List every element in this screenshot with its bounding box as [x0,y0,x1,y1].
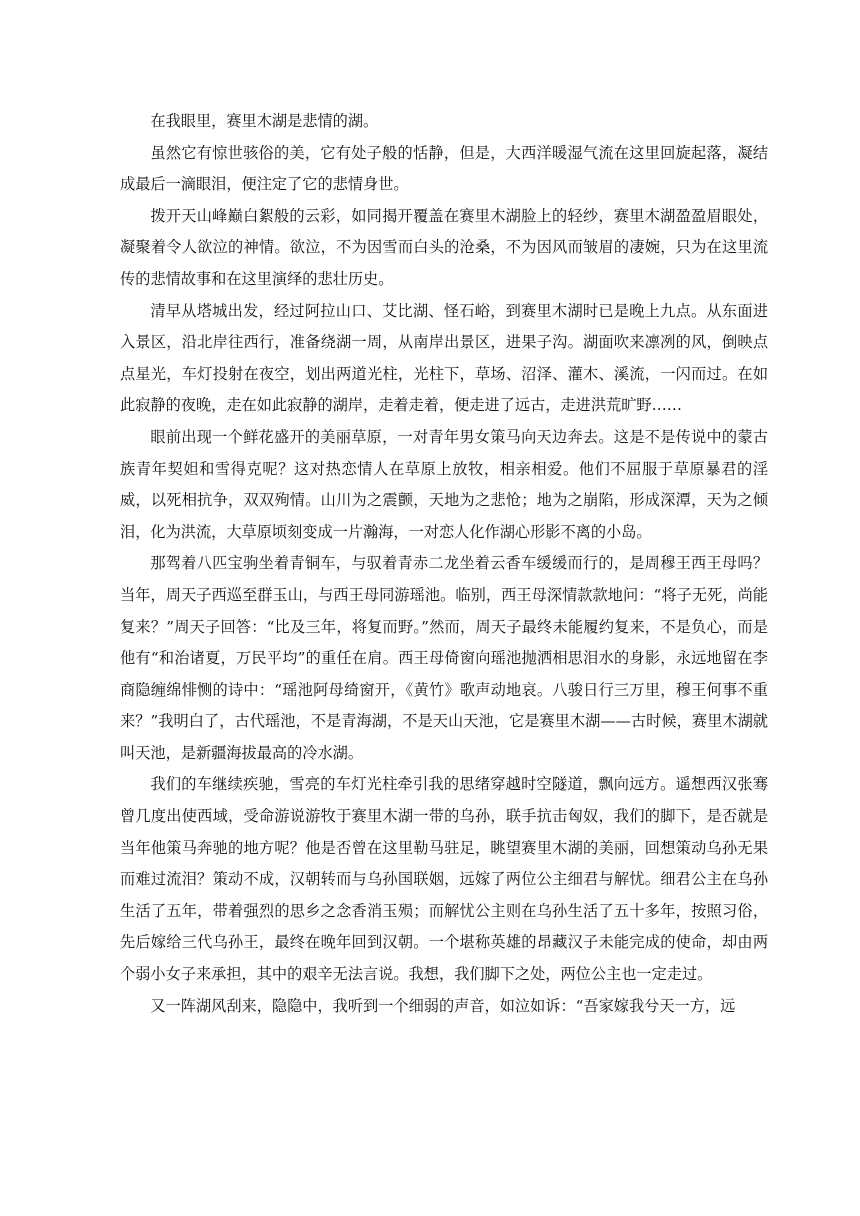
paragraph-1: 在我眼里，赛里木湖是悲情的湖。 [150,112,379,130]
paragraph-2: 虽然它有惊世骇俗的美，它有处子般的恬静，但是，大西洋暖湿气流在这里回旋起落，凝结成最后一滴眼泪，便注定了它的悲情身世。 [120,143,768,194]
article-body [120,106,768,1022]
paragraph-4: 清早从塔城出发，经过阿拉山口、艾比湖、怪石峪，到赛里木湖时已是晚上九点。从东面进入景区，沿北岸往西行，准备绕湖一周，从南岸出景区，进果子沟。湖面吹来凛冽的风，倒映点点星光，车灯投射在夜空，划出两道光柱，光柱下，草场、沼泽、灌木、溪流，一闪而过。在如此寂静的夜晚，走在如此寂静的湖岸，走着走着，便走进了远古，走进洪荒旷野…… [120,301,768,415]
paragraph-6: 那驾着八匹宝驹坐着青铜车，与驭着青赤二龙坐着云香车缓缓而行的，是周穆王西王母吗？当年，周天子西巡至群玉山，与西王母同游瑶池。临别，西王母深情款款地问：“将子无死，尚能复来？”周天子回答：“比及三年，将复而野。”然而，周天子最终未能履约复来，不是负心，而是他有“和治诸夏，万民平均”的重任在肩。西王母倚窗向瑶池抛洒相思泪水的身影，永远地留在李商隐缠绵悱恻的诗中：“瑶池阿母绮窗开，《黄竹》歌声动地哀。八骏日行三万里，穆王何事不重来？”我明白了，古代瑶池，不是青海湖，不是天山天池，它是赛里木湖——古时候，赛里木湖就叫天池，是新疆海拔最高的冷水湖。 [120,554,768,762]
paragraph-8: 又一阵湖风刮来，隐隐中，我听到一个细弱的声音，如泣如诉：“吾家嫁我兮天一方，远 [150,996,736,1015]
paragraph-7: 我们的车继续疾驰，雪亮的车灯光柱牵引我的思绪穿越时空隧道，飘向远方。遥想西汉张骞曾几度出使西域，受命游说游牧于赛里木湖一带的乌孙，联手抗击匈奴，我们的脚下，是否就是当年他策马奔驰的地方呢？他是否曾在这里勒马驻足，眺望赛里木湖的美丽，回想策动乌孙无果而难过流泪？策动不成，汉朝转而与乌孙国联姻，远嫁了两位公主细君与解忧。细君公主在乌孙生活了五年，带着强烈的思乡之念香消玉殒；而解忧公主则在乌孙生活了五十多年，按照习俗，先后嫁给三代乌孙王，最终在晚年回到汉朝。一个堪称英雄的昂藏汉子未能完成的使命，却由两个弱小女子来承担，其中的艰辛无法言说。我想，我们脚下之处，两位公主也一定走过。 [120,775,768,984]
paragraph-5: 眼前出现一个鲜花盛开的美丽草原，一对青年男女策马向天边奔去。这是不是传说中的蒙古族青年契妲和雪得克呢？这对热恋情人在草原上放牧，相亲相爱。他们不屈服于草原暴君的淫威，以死相抗争，双双殉情。山川为之震颤，天地为之悲怆；地为之崩陷，形成深潭，天为之倾泪，化为洪流，大草原顷刻变成一片瀚海，一对恋人化作湖心形影不离的小岛。 [120,427,768,541]
paragraph-3: 拨开天山峰巅白絮般的云彩，如同揭开覆盖在赛里木湖脸上的轻纱，赛里木湖盈盈眉眼处，凝聚着令人欲泣的神情。欲泣，不为因雪而白头的沧桑，不为因风而皱眉的凄婉，只为在这里流传的悲情故事和在这里演绎的悲壮历史。 [120,206,768,288]
